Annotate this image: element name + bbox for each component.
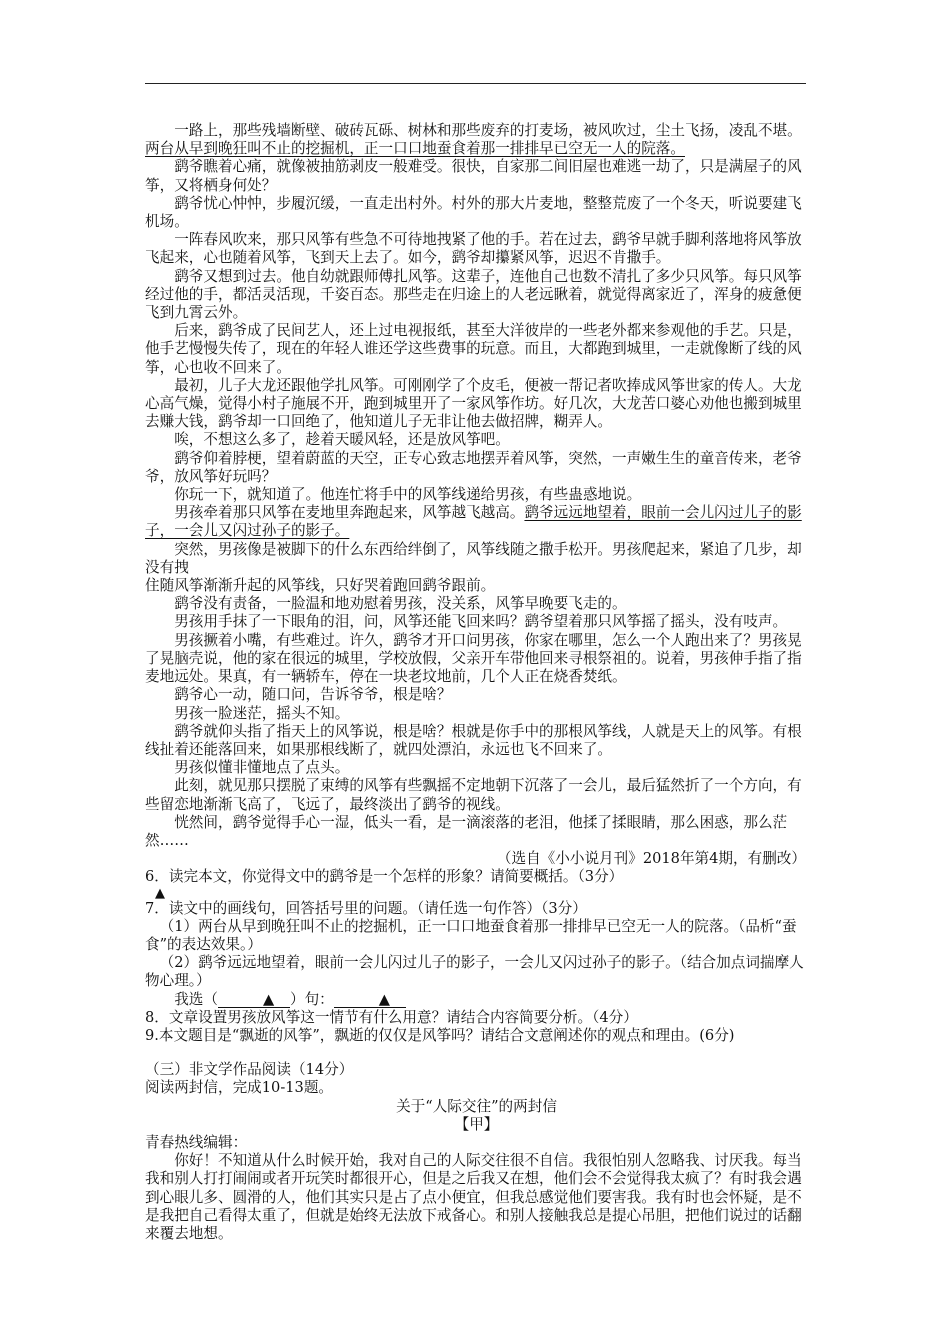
paragraph: 鹞爷心一动，随口问，告诉爷爷，根是啥？ [174, 686, 452, 704]
underlined-sentence-1: 两台从早到晚狂叫不止的挖掘机，正一口口地蚕食着那一排排早已空无一人的院落。 [145, 140, 685, 158]
paragraph: 鹞爷瞧着心痛，就像被抽筋剥皮一般难受。很快，自家那二间旧屋也难逃一劫了，只是满屋子的风筝，又将栖身何处？ [145, 158, 802, 194]
paragraph-text: 一路上，那些残墙断壁、破砖瓦砾、树林和那些废弃的打麦场，被风吹过，尘土飞扬，凌乱不堪。 [174, 122, 802, 139]
choice-blank[interactable]: ▲ [218, 992, 290, 1008]
paragraph: 男孩一脸迷茫，摇头不知。 [174, 704, 350, 722]
paragraph: 鹞爷忧心忡忡，步履沉缓，一直走出村外。村外的那大片麦地，整整荒废了一个冬天，听说要建飞机场。 [145, 194, 802, 231]
question-7-option-2: （2）鹞爷远远地望着，眼前一会儿闪过儿子的影子，一会儿又闪过孙子的影子。（结合加点词揣摩人物心理。） [145, 954, 804, 990]
paragraph: 男孩似懂非懂地点了点头。 [174, 759, 350, 777]
underlined-sentence-2: 鹞爷远远地望着，眼前一会儿闪过儿子的影子，一会儿又闪过孙子的影子。 [145, 504, 802, 540]
question-7-option-1: （1）两台从早到晚狂叫不止的挖掘机，正一口口地蚕食着那一排排早已空无一人的院落。（品析“蚕食”的表达效果。） [145, 917, 797, 953]
question-7: 7．读文中的画线句，回答括号里的问题。（请任选一句作答）（3分） [145, 899, 587, 917]
paragraph: 你玩一下，就知道了。他连忙将手中的风筝线递给男孩，有些蛊惑地说。 [174, 486, 642, 504]
choice-prefix: 我选（ [174, 990, 218, 1008]
paragraph-text: 男孩牵着那只风筝在麦地里奔跑起来，风筝越飞越高。 [174, 504, 525, 522]
paragraph: 鹞爷又想到过去。他自幼就跟师傅扎风筝。这辈子，连他自己也数不清扎了多少只风筝。每只风筝经过他的手，都活灵活现，千姿百态。那些走在归途上的人老远瞅着，就觉得离家近了，浑身的疲惫便飞到九霄云外。 [145, 267, 802, 322]
paragraph: 此刻，就见那只摆脱了束缚的风筝有些飘摇不定地朝下沉落了一会儿，最后猛然折了一个方向，有些留恋地渐渐飞高了，飞远了，最终淡出了鹞爷的视线。 [145, 777, 802, 813]
paragraph: 唉，不想这么多了，趁着天暖风轻，还是放风筝吧。 [174, 431, 510, 449]
answer-blank[interactable]: ▲ [334, 992, 406, 1008]
question-8: 8．文章设置男孩放风筝这一情节有什么用意？请结合内容简要分析。（4分） [145, 1008, 638, 1026]
question-7-choice-line [145, 991, 808, 1009]
source-citation: （选自《小小说月刊》2018年第4期，有删改） [496, 850, 806, 868]
letter-body: 你好！不知道从什么时候开始，我对自己的人际交往很不自信。我很怕别人忽略我、讨厌我。每当我和别人打打闹闹或者开玩笑时都很开心，但是之后我又在想，他们会不会觉得我太疯了？有时我会遇到心眼儿多、圆滑的人，他们其实只是占了点小便宜，但我总感觉他们要害我。我有时也会怀疑，是不是我把自己看得太重了，但就是始终无法放下戒备心。和别人接触我总是提心吊胆，把他们说过的话翻来覆去地想。 [145, 1152, 802, 1242]
paragraph [145, 504, 808, 540]
paragraph: 鹞爷仰着脖梗，望着蔚蓝的天空，正专心致志地摆弄着风筝，突然，一声嫩生生的童音传来，老爷爷，放风筝好玩吗？ [145, 449, 802, 485]
answer-placeholder-icon: ▲ [155, 885, 165, 901]
letters-title: 关于“人际交往”的两封信 [396, 1097, 557, 1115]
question-9: 9.本文题目是“飘逝的风筝”，飘逝的仅仅是风筝吗？请结合文意阐述你的观点和理由。(6分) [145, 1026, 735, 1044]
paragraph: 突然，男孩像是被脚下的什么东西给绊倒了，风筝线随之撒手松开。男孩爬起来，紧追了几步，却没有拽 [145, 540, 802, 576]
paragraph: 男孩撅着小嘴，有些难过。许久，鹞爷才开口问男孩，你家在哪里，怎么一个人跑出来了？男孩晃了晃脑壳说，他的家在很远的城里，学校放假，父亲开车带他回来寻根祭祖的。说着，男孩伸手指了指麦地远处。果真，有一辆轿车，停在一块老坟地前，几个人正在烧香焚纸。 [145, 631, 802, 686]
paragraph: 恍然间，鹞爷觉得手心一湿，低头一看，是一滴滚落的老泪，他揉了揉眼睛，那么困惑，那么茫然…… [145, 813, 788, 849]
paragraph: 后来，鹞爷成了民间艺人，还上过电视报纸，甚至大洋彼岸的一些老外都来参观他的手艺。只是，他手艺慢慢失传了，现在的年轻人谁还学这些费事的玩意。而且，大都跑到城里，一走就像断了线的风筝，心也收不回来了。 [145, 322, 802, 376]
paragraph: 一阵春风吹来，那只风筝有些急不可待地拽紧了他的手。若在过去，鹞爷早就手脚利落地将风筝放飞起来，心也随着风筝，飞到天上去了。如今，鹞爷却攥紧风筝，迟迟不肯撒手。 [145, 231, 802, 267]
paragraph: 最初，儿子大龙还跟他学扎风筝。可刚刚学了个皮毛，便被一帮记者吹捧成风筝世家的传人。大龙心高气燥，觉得小村子施展不开，跑到城里开了一家风筝作坊。好几次，大龙苦口婆心劝他也搬到城里去赚大钱，鹞爷却一口回绝了，他知道儿子无非让他去做招牌，糊弄人。 [145, 376, 802, 431]
letter-label: 【甲】 [454, 1115, 499, 1133]
paragraph: 鹞爷没有责备，一脸温和地劝慰着男孩，没关系，风筝早晚要飞走的。 [174, 595, 627, 613]
choice-mid: ）句： [289, 990, 334, 1008]
header-rule [145, 83, 806, 84]
document-page [145, 122, 808, 1243]
letter-salutation: 青春热线编辑： [145, 1133, 248, 1151]
paragraph: 住随风筝渐渐升起的风筝线，只好哭着跑回鹞爷跟前。 [145, 577, 496, 595]
section-heading: （三）非文学作品阅读（14分） [145, 1061, 354, 1079]
paragraph [145, 122, 808, 158]
question-6: 6．读完本文，你觉得文中的鹞爷是一个怎样的形象？请简要概括。（3分） [145, 868, 624, 886]
paragraph: 鹞爷就仰头指了指天上的风筝说，根是啥？根就是你手中的那根风筝线，人就是天上的风筝。有根线扯着还能落回来，如果那根线断了，就四处漂泊，永远也飞不回来了。 [145, 722, 802, 758]
paragraph: 男孩用手抹了一下眼角的泪，问，风筝还能飞回来吗？鹞爷望着那只风筝摇了摇头，没有吱声。 [174, 613, 788, 631]
section-instruction: 阅读两封信，完成10-13题。 [145, 1079, 334, 1097]
